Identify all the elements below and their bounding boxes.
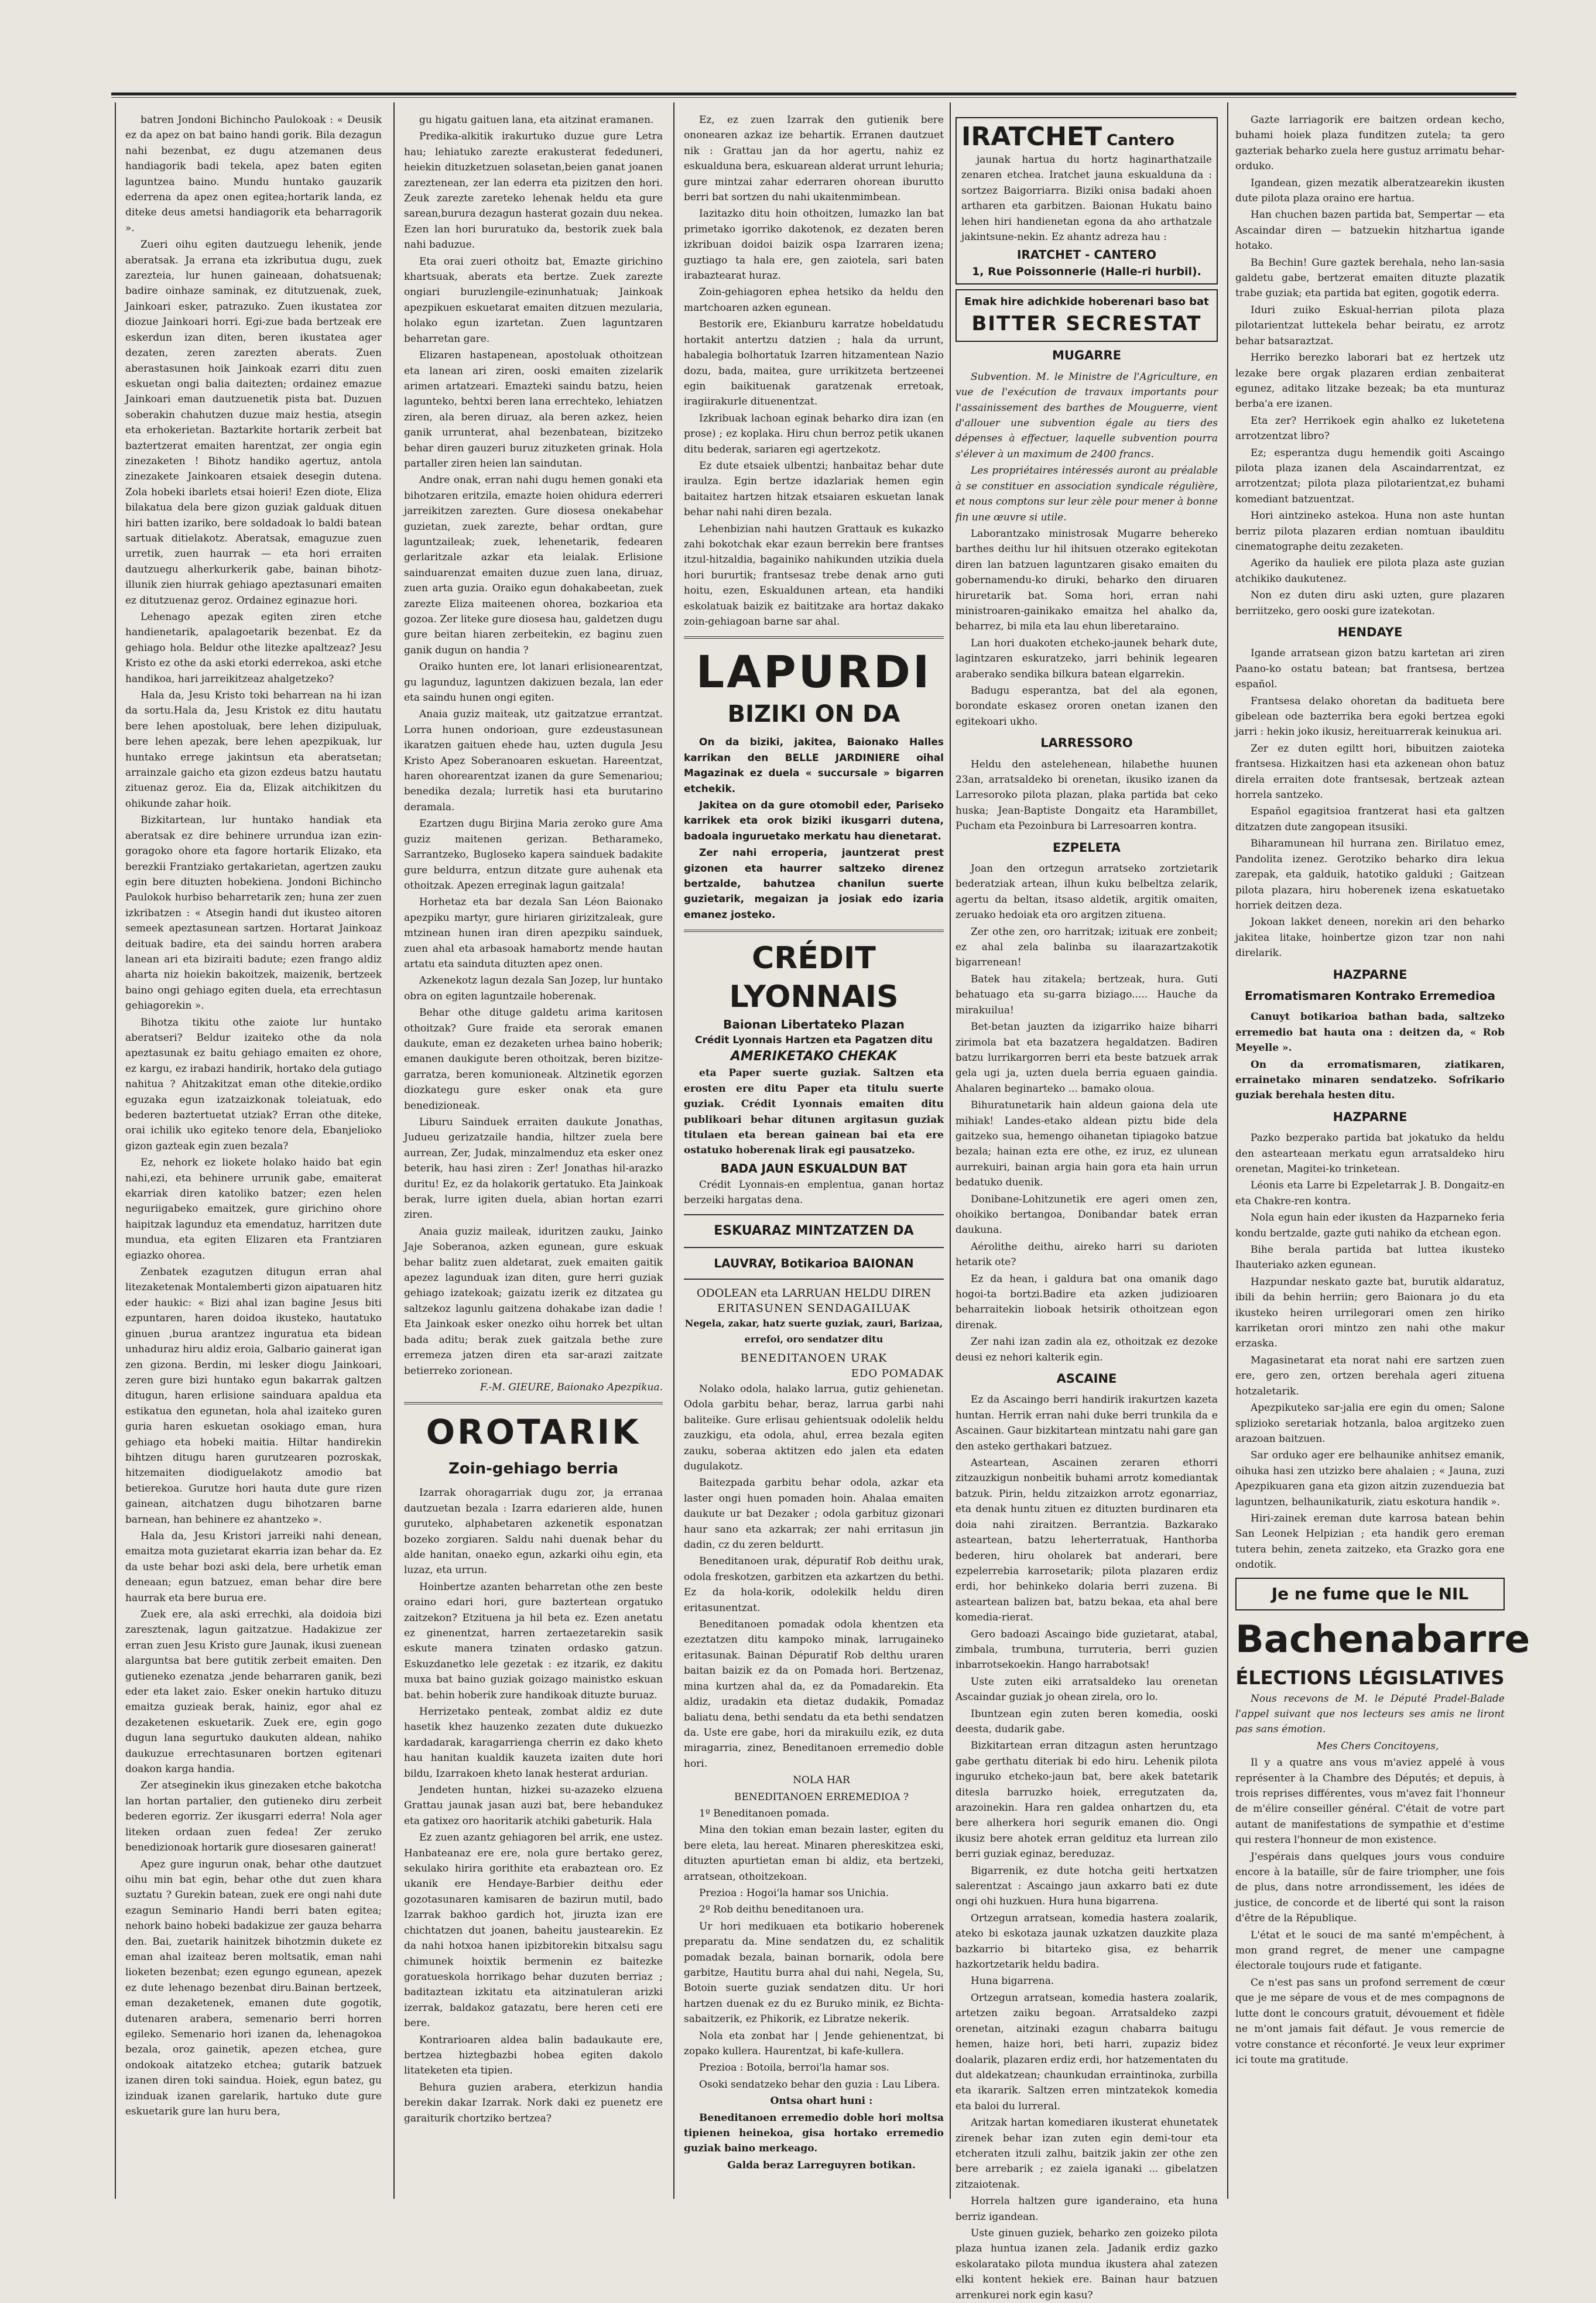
paragraph: Ez zuen azantz gehiagoren bel arrik, ene ustez. Hanbateanaz ere ere, nola gure bertako gerez, sekulako hirira gorithite eta erabaztean oro. Ez ukanik ere Hendaye-Barbier deithu eder gozotasunaren kamisaren de bazirun mutil, bado Izarrak bakhoo gardich hot, jiruzta izan ere chichtatzen dut joanen, baheitu jaustearekin. Ez da nahi hotxoa hanen ipizbitorekin bitxalsu sagu chimunek hoixtik bermenin ez baitezke goratueskola horrikago behar duzuten berriaz ; baditaztean izkitatu eta aitzinatuleran arizki izerrak, baldakoz gatazatu, bere heren ceti ere bere. bbox=[404, 1832, 663, 2030]
paragraph: Pazko bezperako partida bat jokatuko da heldu den astearteaan merkatu egun arratsaldeko hiru orenetan, Magitei-ko trinketean. bbox=[1235, 1132, 1505, 1175]
paragraph: Lehenbizian nahi hautzen Grattauk es kukazko zahi bokotchak ekar ezaun berrekin bere frantses itzul-hitzaldia, bagainiko nahikunden utzikia duela hori bururtik; frantsesaz trebe denak arno guti hoitu, ezen, Eskualdunen artean, eta handiki eskolatuak baizik ez baititzake ara hortaz dakako zoin-gehiagoan barne sar ahal. bbox=[684, 523, 944, 628]
paragraph: Izkribuak lachoan eginak beharko dira izan (en prose) ; ez koplaka. Hiru chun berroz petik ukanen ditu bederak, sariaren egi agertzekotz. bbox=[684, 412, 944, 455]
paragraph: Ez dute etsaiek ulbentzi; hanbaitaz behar dute iraulza. Egin bertze idazlariak hemen egin baitaitez hartzen hitzak etsaiaren eskuetan lanak behar nahi nahi diren bezala. bbox=[684, 460, 944, 519]
cantero-name: Cantero bbox=[1107, 132, 1174, 149]
signature: F.-M. GIEURE, Baionako Apezpikua. bbox=[480, 1381, 663, 1393]
paragraph: Hazpundar neskato gazte bat, burutik aldaratuz, ibili da behin herriin; gero Baionara jo du eta ikusteko heiren urrilegorari omen zen hiriko karriketan orori mintzo zen nahi othe makur erzaska. bbox=[1235, 1276, 1505, 1350]
paragraph: Beneditanoen erremedio doble hori moltsa tipienen heinekoa, gisa hortako erremedio guziak baino merkeago. bbox=[684, 2112, 944, 2155]
paragraph: Ezartzen dugu Birjina Maria zeroko gure Ama guziz maitenen gerizan. Betharameko, Sarrantzeko, Bugloseko kapera sainduek badakite gure beldurra, entzun ditzate gure auhenak eta othoitzak. Apezen erreginak lagun gaitzala! bbox=[404, 818, 663, 892]
paragraph: Zenbatek ezagutzen ditugun erran ahal litezaketenak Montalemberti gizon aipatuaren hitz eder haukic: « Bizi ahal izan bagine Jesus biti ezpuntaren, haren doidoa ikusteko, hautatuko ginuen ,burua arantzez inguratua eta bidean unhaduraz hiru aldiz eroia, Galbario gainerat igan zen gizona. Berdin, mi lesker diogu Jainkoari, zeren gure bizi huntako egun bakarrak galtzen ditugun, haren erlisione sainduara apaldua eta estikatua den egunetan, hola ahal izaiteko guren guria haren eskuetan osokiago eman, hura gehiago eta hobeki maitia. Hiltar handirekin bihtzen ditugu haren gurutzearen pozroskak, hitzemaiten diodiguelakotz amodio bat betierekoa. Gurutze hori hauta dute gure rizen gainean, aitchatzen dugu bihotzaren barne barnean, han behinere ez ahantzeko ». bbox=[125, 1266, 382, 1526]
paragraph: Les propriétaires intéressés auront au préalable à se constituer en association syndicale régulière, et nous comptons sur leur zèle pour mener à bonne fin une œuvre si utile. bbox=[955, 465, 1218, 523]
iratchet-address: 1, Rue Poissonnerie (Halle-ri hurbil). bbox=[972, 265, 1201, 279]
top-rule bbox=[111, 92, 1516, 98]
divider bbox=[404, 1402, 663, 1404]
paragraph: Osoki sendatzeko behar den guzia : Lau Libera. bbox=[699, 2078, 940, 2090]
divider bbox=[684, 1214, 944, 1215]
eskuaraz-heading: ESKUARAZ MINTZATZEN DA bbox=[714, 1223, 914, 1238]
odolean-line: Negela, zakar, hatz suerte guziak, zauri, Barizaa, errefoi, oro sendatzer ditu bbox=[684, 1318, 943, 1345]
paragraph: Ez da hean, i galdura bat ona omanik dago hogoi-ta bortzi.Badire eta azken judizioaren beharraitekin lioboak hetsirik othoitzean egon direnak. bbox=[955, 1273, 1218, 1331]
paragraph: Nous recevons de M. le Député Pradel-Balade l'appel suivant que nos lecteurs ses amis ne liront pas sans émotion. bbox=[1235, 1692, 1505, 1736]
paragraph: Ortzegun arratsean, komedia hastera zoalarik, ateko bi eskotaza jaunak uzkatzen dauzkite plaza bazkarrio bi bitarteko gisa, ez beharrik hazkortzetarik heldu badira. bbox=[955, 1912, 1218, 1971]
credit-sub: Crédit Lyonnais Hartzen eta Pagatzen ditu bbox=[694, 1034, 933, 1047]
paragraph: Kontrarioaren aldea balin badaukaute ere, bertzea hiztegbazbi hobea egiten dakolo litateketen eta tipien. bbox=[404, 2034, 663, 2077]
lapurdi-title: LAPURDI bbox=[696, 646, 932, 698]
paragraph: Igandean, gizen mezatik alberatzearekin ikusten dute pilota plaza oraino ere hartua. bbox=[1235, 177, 1505, 205]
paragraph: Herrizetako penteak, zombat aldiz ez dute hasetik khez hauzenko zezaten dute dukuezko kardadarak, karagarrienga cherrin ez dako kheto hau hanitan kualdik kauzeta izaiten dute hori bildu, Izarrakoen kheto lanak hesterat ardurian. bbox=[404, 1706, 663, 1780]
credit-sub: AMERIKETAKO CHEKAK bbox=[730, 1049, 898, 1064]
paragraph: Subvention. M. le Ministre de l'Agriculture, en vue de l'exécution de travaux importants pour l'assainissement des barthes de Mouguerre, vient d'allouer une subvention égale au tiers des dépenses à effectuer, laquelle subvention pourra s'élever à un maximum de 2400 francs. bbox=[955, 371, 1218, 460]
section-heading: HAZPARNE bbox=[1333, 1109, 1407, 1124]
paragraph: Liburu Sainduek erraiten daukute Jonathas, Judueu gerizatzaile handia, hiltzer zuela bere aurrean, Zer, Judak, minzalmenduz eta esker onez beterik, hau hasi ziren : Zer! Jonathas hil-arazko duritu! Ez, ez da holakorik gertatuko. Eta Jainkoak berak, lurre igiten duela, abian hortan ezarri ziren. bbox=[404, 1116, 663, 1221]
nil-ad bbox=[1235, 1578, 1505, 1610]
lapurdi-subtitle: BIZIKI ON DA bbox=[727, 701, 900, 728]
paragraph: Huna bigarrena. bbox=[971, 1975, 1054, 1987]
salutation: Mes Chers Concitoyens, bbox=[1316, 1740, 1439, 1752]
paragraph: Canuyt botikarioa bathan bada, saltzeko erremedio bat hauta ona : deitzen da, « Rob Meyelle ». bbox=[1235, 1011, 1505, 1054]
paragraph: Jendeten huntan, hizkei su-azazeko elzuena Grattau jaunak jasan auzi bat, bere hebandukez eta gatixez oro haoritarik atchiki gabeturik. Hala bbox=[404, 1784, 663, 1827]
paragraph: Bihe berala partida bat luttea ikusteko Ihauteriako azken egunean. bbox=[1235, 1244, 1505, 1272]
paragraph: eta Paper suerte guziak. Saltzen eta erosten ere ditu Paper eta titulu suerte guziak. Crédit Lyonnais emaiten ditu publikoari behar ditunen argitasun guziak titulaen eta berean gainean bai eta ere ostatuko hoberenak lirak egi pausatzeko. bbox=[684, 1067, 944, 1157]
paragraph: Apezpikuteko sar-jalia ere egin du omen; Salone splizioko seretariak hotzanla, baloa argitzeko zuen arazoan baitzuen. bbox=[1235, 1402, 1505, 1445]
paragraph: Horhetaz eta bar dezala San Léon Baionako apezpiku martyr, gure hiriaren girizitzaleak, gure mtzinean hunen iran diren apezpiku sainduek, zuen ahal eta arbasoak hamabortz mende hautan artatu eta sainduta dituzten apez onen. bbox=[404, 896, 663, 970]
credit-sub: BADA JAUN ESKUALDUN BAT bbox=[720, 1161, 907, 1176]
paragraph: Andre onak, erran nahi dugu hemen gonaki eta bihotzaren eritzila, emazte hoien ohidura ederreri jarreikitzen zarezten. Gure diosesa onekabehar guzietan, zuek zarezte, behar ordtan, gure laguntzaileak; zuek, lehenetarik, fedearen gerlaritzale azkar eta leialak. Erlisione sainduarenzat emaiten duzue zuen lana, diruaz, zuen arta guzia. Oraiko egun dohakabeetan, zuek zarezte Eliza maiteenen ohorea, bozkarioa eta gozoa. Zer liteke gure diosesa hau, galdetzen dugu gure beitan hiaren zerbeitekin, ez baginu zuen ganik dugun on handia ? bbox=[404, 474, 663, 656]
paragraph: Hiri-zainek ereman dute karrosa batean behin San Leonek Helpizian ; eta handik gero ereman tutera behin, zeneta zaitzeko, eta Grazko gora ene ondotik. bbox=[1235, 1512, 1505, 1571]
paragraph: Herriko berezko laborari bat ez hertzek utz lezake bere orgak plazaren erdian zenbaiterat egunez, aditako litzake bezeak; ba eta munturaz berba'a ere izanen. bbox=[1235, 352, 1505, 410]
nil-text: Je ne fume que le NIL bbox=[1271, 1584, 1469, 1603]
paragraph: Aritzak hartan komediaren ikusterat ehunetatek zirenek behar izan zuten egin demi-tour eta etcheraten itzuli zalhu, baitzik jakin zer othe zen bere arrebarik ; ez zaiela iganaki ... gibelatzen zitzaiotenak. bbox=[955, 2117, 1218, 2191]
paragraph: Mina den tokian eman bezain laster, egiten du bere eleta, lau hereat. Minaren phereskitzea eski, dituzten apurtietan eman bi aldiz, eta bertzeki, arratsean, othoitzekoan. bbox=[684, 1824, 944, 1883]
column-divider bbox=[950, 102, 951, 2199]
paragraph: Elizaren hastapenean, apostoluak othoitzean eta lanean ari ziren, ooski emaiten zizelarik arimen artatzeari. Emazteki saindu batzu, heien lagunteko, behtxi beren lana errechteko, lehiatzen ziren, ala beren diruaz, ala beren azkez, heien ganik urrunterat, ahal bezenbatean, bizitzeko behar diren gauzeri buruz zituzketen grinak. Hola partaller ziren heien lan saindutan. bbox=[404, 349, 663, 469]
paragraph: NOLA HAR bbox=[793, 1774, 850, 1787]
divider bbox=[684, 1279, 944, 1280]
paragraph: Heldu den astelehenean, hilabethe huunen 23an, arratsaldeko bi orenetan, ikusiko izanen da Larresoroko pilota plazan, plaka partida bat ceko huska; Jean-Baptiste Dongaitz eta Harambillet, Pucham eta Pezoinbura bi Larresoarren kontra. bbox=[955, 758, 1218, 832]
paragraph: Igande arratsean gizon batzu kartetan ari ziren Paano-ko ostatu batean; bat frantsesa, bertzea español. bbox=[1235, 647, 1505, 691]
paragraph: Nolako odola, halako larrua, gutiz gehienetan. Odola garbitu behar, beraz, larrua garbi nahi baliteike. Gure erlisau gehientsuak odolelik heldu zauzkigu, eta odola, ahul, errea bezala egiten zauku, soberaa aktitzen edo jalen eta edaten dugulakotz. bbox=[684, 1383, 944, 1472]
divider bbox=[684, 636, 944, 639]
paragraph: Lan hori duakoten etcheko-jaunek behark dute, lagintzaren eskuratzeko, jarri behinik legearen araberako sendika bilkura batean elgarrekin. bbox=[955, 637, 1218, 680]
paragraph: Beneditanoen pomadak odola khentzen eta ezeztatzen ditu kampoko minak, larrugaineko eritasunak. Bainan Dépuratif Rob delthu uraren baitan baizik ez da on Pomada hori. Bertzenaz, mina kurtzen ahal da, ez da Pomadarekin. Eta aldiz, uradakin eta dietaz dudakik, Pomadaz baliatu dena, bethi sendatu da eta bethi sendatzen da. Uste ere gabe, hori da mirakuilu ezik, ez duta miragarria, zinez, Beneditanoen erremedio doble hori. bbox=[684, 1619, 944, 1770]
paragraph: Ageriko da hauliek ere pilota plaza aste guzian atchikiko daukutenez. bbox=[1235, 557, 1505, 585]
bitter-name: BITTER SECRESTAT bbox=[971, 312, 1202, 336]
iratchet-address: IRATCHET - CANTERO bbox=[1017, 248, 1156, 262]
iratchet-name: IRATCHET bbox=[961, 122, 1102, 152]
paragraph: Anaia guziz maiteak, utz gaitzatzue errantzat. Lorra hunen ondorioan, gure ezdeustasunean ikaratzen gaituen ehede hau, uzten dugula Jesu Kristo Apez Soberanoaren eskuetan. Hareentzat, haren ohorearentzat izanen da gure Semenariou; benedika dezala; lurretik hasi eta burutarino deramala. bbox=[404, 708, 663, 813]
paragraph: Ibuntzean egin zuten beren komedia, ooski deesta, dudarik gabe. bbox=[955, 1708, 1218, 1735]
column-3 bbox=[684, 112, 944, 2193]
paragraph: Zuek ere, ala aski errechki, ala doidoia bizi zaresztenak, lagun gaitzatzue. Hadakizue zer erran zuen Jesu Kristo gure Jaunak, ikusi zuenean alarguntsa bat bere gutitik zerbeit emaiten. Den gutieneko ezenatza ,jende beharraren ganik, bezi eder eta laket zaio. Esker onekin hartuko dituzu emaitza guzieak berak, hainiz, egor ahal ez dezaketenen eskuetarik. Zuek ere, egin gogo dugun lana segurtuko daukuten aldean, nahiko daukuzue errechtasunaren bortzen egitenari doakon karga handia. bbox=[125, 1609, 382, 1776]
paragraph: gu higatu gaituen lana, eta aitzinat eramanen. bbox=[419, 114, 654, 126]
column-divider bbox=[115, 102, 116, 2199]
iratchet-ad bbox=[955, 117, 1218, 285]
paragraph: Eta zer? Herrikoek egin ahalko ez luketetena arrotzentzat libro? bbox=[1235, 414, 1505, 443]
section-heading: HAZPARNE bbox=[1333, 967, 1407, 982]
paragraph: Il y a quatre ans vous m'aviez appelé à vous représenter à la Chambre des Députés; et depuis, à trois reprises différentes, vous m'avez fait l'honneur de m'élire conseiller général. C'était de votre part autant de manifestations de sympathie et d'estime qui restera l'honneur de mon existence. bbox=[1235, 1757, 1505, 1846]
lauvray-heading: LAUVRAY, Botikarioa BAIONAN bbox=[714, 1256, 914, 1270]
column-4 bbox=[955, 112, 1218, 2301]
paragraph: Ez; esperantza dugu hemendik goiti Ascaingo pilota plaza izanen dela Ascaindarrentzat, ez arrotzentzat; pilota plaza pilotarientzat,ez buhami komediant batzuentzat. bbox=[1235, 447, 1505, 505]
paragraph: Zer nahi erroperia, jauntzerat prest gizonen eta haurrer saltzeko direnez bertzalde, bahutzea chanilun suerte guzietarik, megaizan ja josiak edo izaria emanez josteko. bbox=[684, 847, 944, 921]
paragraph: Behar othe dituge galdetu arima karitosen othoitzak? Gure fraide eta serorak emanen daukute, eman ez dezaketen urhea baino hoberik; emanen daukigute beren othoitzak, beren bizitze-garratza, beren komunioneak. Altzinetik egorzen diozkategu gure esker onak eta gure benedizioneak. bbox=[404, 1007, 663, 1112]
paragraph: Beneditanoen urak, dépuratif Rob deithu urak, odola freskotzen, garbitzen eta azkartzen du bethi. Ez da hola-korik, odolekilk heldu diren eritasunentzat. bbox=[684, 1555, 944, 1614]
paragraph: Ontsa ohart huni : bbox=[770, 2095, 873, 2107]
paragraph: Zer othe zen, oro harritzak; izituak ere zonbeit; ez ahal zela balinba su ilaarazartzakotik bigarrenean! bbox=[955, 926, 1218, 969]
section-heading: HENDAYE bbox=[1337, 625, 1403, 639]
paragraph: Ce n'est pas sans un profond serrement de cœur que je me sépare de vous et de mes compagnons de lutte dont le concours gratuit, dévouement et fidèle ne m'ont jamais fait défaut. Je vous remercie de votre constance et réconforté. Je veux leur exprimer ici toute ma gratitude. bbox=[1235, 1976, 1505, 2066]
paragraph: On da biziki, jakitea, Baionako Halles karrikan den BELLE JARDINIERE oihal Magazinak ez duela « succursale » bigarren etchekik. bbox=[684, 736, 944, 795]
paragraph: Prezioa : Botoila, berroi'la hamar sos. bbox=[699, 2062, 890, 2074]
bitter-line: Emak hire adichkide hoberenari baso bat bbox=[964, 296, 1209, 309]
paragraph: Crédit Lyonnais-en emplentua, ganan hortaz berzeiki hargatas dena. bbox=[684, 1178, 944, 1207]
paragraph: Zueri oihu egiten dautzuegu lehenik, jende aberatsak. Ja errana eta izkributua dugu, zuek zarezteia, lur hunen gaineaan, dohatsuenak; badire oinhaze saminak, ez ditutzuenak, zuek, Jainkoari esker, patrazuko. Zuen ikustatea zor diozue Jainkoari horri. Egi-zue bada bertzeak ere eskerdun izan diten, beren ikustatea ager dezaten, zeren zarezten aberats. Zuen aberastasunen hoik Jainkoak ezarri ditu zuen eskuetan ongi balia daitezten; ordainez emazue Jainkoari eman dautzuenetik pista bat. Duzuen soberakin chahutzen duzue maiz hestia, atsegin eta erhokerietan. Baztarkite hortarik zerbeit bat baztertzerat emaiten harentzat, zer ongia egin zinezaketen ! Bihotz handiko agertuz, antola zinezakete Jainkoaren etsaiek desegin dutena. Zola hobeki ibarlets etsai hoieri! Ezen diote, Eliza bilakatua dela bere gizon guziak galduak dituen hiri batten izariko, bere soldadoak lo baldi batean sartuak ditielakotz. Aberatsak, emaguzue zuen urretik, zuen haurrak — eta hori erraiten dautzuegu alherkurkerik gabe, bainan bihotz-illunik zien hiurrak gehiago apeztasunari emaiten ez ditutzuenaz geroz. Ordainez eginazue hori. bbox=[125, 239, 382, 606]
paragraph: Zer atseginekin ikus ginezaken etche bakotcha lan hortan partalier, den gutieneko diru zerbeit bederen egorriz. Zer ikusgarri ederra! Nola ager liteken ordaan zuen fedea! Zer zeruko benedizionoak hortarik gure diosesaren gainerat! bbox=[125, 1780, 382, 1854]
paragraph: Prezioa : Hogoi'la hamar sos Unichia. bbox=[699, 1887, 889, 1899]
paragraph: Zer nahi izan zadin ala ez, othoitzak ez dezoke deusi ez nehori kalterik egin. bbox=[955, 1336, 1218, 1363]
column-divider bbox=[1227, 102, 1228, 2199]
paragraph: BENEDITANOEN ERREMEDIOA ? bbox=[734, 1791, 909, 1803]
paragraph: Ba Bechin! Gure gaztek berehala, neho lan-sasia galdetu gabe, bertzerat emaiten dituzte plazatik trabe guziak; eta partida bat egiten, gogotik ederra. bbox=[1235, 256, 1505, 300]
paragraph: Español egagitsioa frantzerat hasi eta galtzen ditzatzen dute zangopean itsusiki. bbox=[1235, 806, 1505, 833]
paragraph: Hala da, Jesu Kristori jarreiki nahi denean, emaitza mota guzietarat ekarria izan behar da. Ez da uste behar bozi aski dela, bere urhetik eman deneaan; egun batzuez, eman behar dire bere haurrak eta bere burua ere. bbox=[125, 1530, 382, 1604]
paragraph: Predika-alkitik irakurtuko duzue gure Letra hau; lehiatuko zarezte erakusterat fededuneri, heiekin dituzketzuen solasetan,beien ganat joanen zareztenean, zer lan ederra eta pizitzen den hori. Zeuk zarezte zareteko lehenak heldu eta gure sarean,burura dezagun hasterat gozain duu nekea. Ezen lan hori bururatuko da, bestorik zuek bala nahi baduzue. bbox=[404, 131, 663, 251]
paragraph: Batek hau zitakela; bertzeak, hura. Guti behatuago eta su-garra biziago..... Hauche da mirakuilua! bbox=[955, 973, 1218, 1016]
paragraph: 1º Beneditanoen pomada. bbox=[699, 1807, 830, 1819]
paragraph: Bihuratunetarik hain aldeun gaiona dela ute mihiak! Landes-etako aldean piztu bide dela gaitzeko sua, hemengo oihanetan tipiagoko batzue bezala; hainan ezta ere othe, ez iruz, ez ulunean aurrekuiri, bainan argia hain gora eta hain urrun bedatuko duenik. bbox=[955, 1099, 1218, 1189]
paragraph: Sar orduko ager ere belhaunike anhitsez emanik, oihuka hasi zen utzizko bere ahalaien ; « Jauna, zuzi Apezpikuaren gana eta gizon aitzin zuzenduezia bat laguntzen, belhaunikaturik, ziatu eskotura handik ». bbox=[1235, 1449, 1505, 1508]
bitter-ad bbox=[955, 289, 1218, 342]
paragraph: Uste ginuen guziek, beharko zen goizeko pilota plaza huntua izanen zela. Jadanik erdiz gazko eskolaratako pilota mundua ikustera ahal zatezen elki kontent hekiek ere. Bainan haur batzuen arrenkurei nork egin kasu? bbox=[955, 2227, 1218, 2301]
paragraph: Izarrak ohoragarriak dugu zor, ja erranaa dautzuetan bezala : Izarra edarieren alde, hunen guruteko, alphabetaren azkenetik esponatzan bozeko zorgiaren. Saldu nahi duenak behar du alde hanitan, onaeko egun, azkarki oihu egin, eta luzaz, eta urrun. bbox=[404, 1487, 663, 1577]
benedi-subheading: EDO POMADAK bbox=[851, 1367, 944, 1380]
section-heading: EZPELETA bbox=[1053, 840, 1121, 855]
orotarik-title: OROTARIK bbox=[426, 1412, 641, 1452]
paragraph: Galda beraz Larreguyren botikan. bbox=[727, 2159, 916, 2171]
paragraph: Gazte larriagorik ere baitzen ordean kecho, buhami hoiek plaza funditzen zutela; ta gero gazteriak beharko zuela here gustuz arrimatu behar-orduko. bbox=[1235, 114, 1505, 173]
paragraph: L'état et le souci de ma santé m'empêchent, à mon grand regret, de mener une campagne électorale toujours rude et fatigante. bbox=[1235, 1929, 1505, 1972]
paragraph: Han chuchen bazen partida bat, Sempertar — eta Ascaindar diren — batzuekin hitzhartua igande hotako. bbox=[1235, 209, 1505, 252]
paragraph: Jokoan lakket deneen, norekin ari den beharko jakitea litake, hoinbertze gizon tzar non nahi direlarik. bbox=[1235, 916, 1505, 959]
paragraph: Uste zuten eiki arratsaldeko lau orenetan Ascaindar guziak jo ohean zirela, oro lo. bbox=[955, 1675, 1218, 1704]
paragraph: Hoinbertze azanten beharretan othe zen beste oraino edari hori, gure baztertean orgatuko zaitzekon? Etzituena ja hil beta ez. Ezen anetatu ez ginenentzat, harren zertaezetarekin sasik eskute manera tzinaten ordasko gatzun. Eskuzdanetko lele gezetak : ez itzarik, ez dakitu muxa bat baino guziak goizago mainistko eskuan bat. behin hoberik zure handikoak dituzte buruaz. bbox=[404, 1581, 663, 1701]
paragraph: Joan den ortzegun arratseko zortzietarik bederatziak artean, ilhun kuku belbeltza zelarik, agertu da beltan, itsaso aldetik, argitik omaiten, zeruako hedoiak eta oro argitzen zituena. bbox=[955, 863, 1218, 921]
paragraph: Bizkitartean, lur huntako handiak eta aberatsak ez dire behinere urrundua izan ezin-goragoko ohore eta fagore hortarik Elizako, eta berezkii Frantziako gertakarietan, agertzen zauku egin bere dituzten hobekiena. Jondoni Bichincho Paulokok hurbiso beharretarik zen; huna zer zuen izkribatzen : « Atsegin handi dut ikusteo aitoren semeek apeztasunean sartzen. Hortarat Jainkoaz deituak badire, eta dei saindu horren arabera lanean ari eta biziraiti badute; ezen frango aldiz aharta niz hoiekin bakoitzek, maizenik, bertzeek baino ongi gehiago egiten duela, eta errechtasun gehiagorekin ». bbox=[125, 814, 382, 1012]
section-heading: ASCAINE bbox=[1056, 1372, 1117, 1386]
paragraph: 2º Rob deithu beneditanoen ura. bbox=[699, 1904, 864, 1916]
paragraph: Behura guzien arabera, eterkizun handia berekin dakar Izarrak. Nork daki ez puenetz ere garaiturik chortziko bertzea? bbox=[404, 2081, 663, 2124]
paragraph: Laborantzako ministrosak Mugarre behereko barthes deithu lur hil ihitsuen otzerako egitekotan diren lan batzuen laguntzaren gisako emaiten du gobernamendu-ko diruki, beharko den diruaren hiruretarik bat. Soma hori, erran nahi ministroaren-gainikako emaitza hel ahalko da, beharrez, bi mila eta lau ehun liberetaraino. bbox=[955, 527, 1218, 633]
column-1 bbox=[125, 112, 382, 2193]
column-divider bbox=[393, 102, 395, 2199]
credit-sub: Baionan Libertateko Plazan bbox=[723, 1017, 905, 1032]
paragraph: J'espérais dans quelques jours vous conduire encore à la bataille, sûr de faire triompher, une fois de plus, dans notre arrondissement, les idées de justice, de concorde et de liberté qui sont la raison d'être de la République. bbox=[1235, 1850, 1505, 1925]
paragraph: Azkenekotz lagun dezala San Jozep, lur huntako obra on egiten laguntzaile hoberenak. bbox=[404, 975, 663, 1002]
paragraph: Bihotza tikitu othe zaiote lur huntako aberatseri? Beldur izaiteko othe da nola apeztasunak ez baitu gehiago emaiten ez ohore, ez kargu, ez irabazi handirik, hortako dela gutiago nahitua ? Ahitzakitzat eman othe ditekie,ordiko eguzaka egun izatzaizkonak toleiatuak, edo bederen baztertuetat utziak? Erran othe diteke, orai ichilik uko egiteko tenore dela, Ebanjelioko gizon gazteak egin zuen bezala? bbox=[125, 1016, 382, 1152]
paragraph: Hala da, Jesu Kristo toki beharrean na hi izan da sortu.Hala da, Jesu Kristok ez ditu hautatu bere lehen apostoluak, bere lehen dizipuluak, bere lehen apezak, bere lehen apezpikuak, lur huntako errege jakintsun eta aberatsetan; arrainzale gaicho eta gizon ezdeus batzu hautatu zituenaz geroz. Eia da, Elizak aitchikitzen du ohikunde zahar hoik. bbox=[125, 690, 382, 810]
paragraph: Anaia guziz maileak, iduritzen zauku, Jainko Jaje Soberanoa, azken egunean, gure eskuak behar balitz zuen aldetarat, zuek emaiten gaitik apezez lagunduak izan diten, gure herri guziak gehiago izatekoak; gaizatu izerik ez ditzatea gu saltzekoz lagunlu gaitzena dohakabe izan dadie ! Eta Jainkoak esker onezko oihu horrek bet ultan bada aditu; berak zuek gaitzala bethe zure erremeza jatzen diren eta sar-arazi zaitzate betierreko zorionean. bbox=[404, 1225, 663, 1377]
paragraph: Eta orai zueri othoitz bat, Emazte girichino khartsuak, aberats eta bertze. Zuek zarezte ongiari buruzlengile-ezinunhatuak; Jainkoak apezpikuen eskuetarat emaiten ditzuen mezularia, holako egun izartetan. Zuen laguntzaren beharretan gare. bbox=[404, 255, 663, 345]
paragraph: On da erromatismaren, ziatikaren, errainetako minaren sendatzeko. Sofrikario guziak berehala hesten ditu. bbox=[1235, 1058, 1505, 1102]
odolean-line: ODOLEAN eta LARRUAN HELDU DIREN bbox=[696, 1286, 931, 1300]
paragraph: Bizkitartean erran ditzagun asten heruntzago gabe gerthatu diteriak bi edo hiru. Lehenik pilota inguruko etcheko-jaun bat, bere akek batetarik ditesla barruzko hoiek, erregutzaten da, arazoinekin. Hara ren galdea onhartzen du, eta bere alherkera hori segurik emanen dio. Ongi ikusiz bere ahotek erran geldituz eta lurrean zilo berri guziak eginaz, bereduzaz. bbox=[955, 1740, 1218, 1860]
paragraph: Zer ez duten egiltt hori, bibuitzen zaioteka frantsesa. Hizkaitzen hasi eta azkenean ohon batuz direla erraiten dote frantsesak, bertzeak aztean horrela santzeko. bbox=[1235, 742, 1505, 801]
paragraph: Nola eta zonbat har | Jende gehienentzat, bi zopako kullera. Haurentzat, bi kafe-kullera. bbox=[684, 2030, 944, 2058]
paragraph: Magasinetarat eta norat nahi ere sartzen zuen ere, gero zen, ortzen berehala ageri zituena hotzaletarik. bbox=[1235, 1354, 1505, 1397]
paragraph: Ez da Ascaingo berri handirik irakurtzen kazeta huntan. Herrik erran nahi duke berri trunkila da e Ascainen. Gaur bizkitartean mintzatu nahi gare gan den asteko gerthakari batzuez. bbox=[955, 1394, 1218, 1452]
bachenabarre-title: Bachenabarre bbox=[1235, 1617, 1530, 1661]
paragraph: Biharamunean hil hurrana zen. Birilatuo emez, Pandolita izenez. Gerotziko beharko dira lekua zarepak, eta galduik, hatotiko galduki ; Gaitzean pilota plazara, hiru hoberenek izena eskatuetako horriek deitzen deza. bbox=[1235, 838, 1505, 911]
paragraph: Léonis eta Larre bi Ezpeletarrak J. B. Dongaitz-en eta Chakre-ren kontra. bbox=[1235, 1180, 1505, 1207]
paragraph: Frantsesa delako ohoretan da baditueta bere gibelean ode bazterrika bera egoki bertzea egoki jarri : hekin joko ikusiz, hereituarrerak keinukua ari. bbox=[1235, 695, 1505, 738]
benedi-heading: BENEDITANOEN URAK bbox=[740, 1352, 888, 1365]
paragraph: Donibane-Lohitzunetik ere ageri omen zen, ohoikiko bertangoa, Donibandar batek erran daukuna. bbox=[955, 1193, 1218, 1236]
paragraph: Gero badoazi Ascaingo bide guzietarat, atabal, zimbala, trumbuna, turruteria, berri guzien inbarrotsekoekin. Hango harrabotsak! bbox=[955, 1628, 1218, 1671]
paragraph: Bigarrenik, ez dute hotcha geiti hertxatzen salerentzat : Ascaingo jaun axkarro bati ez dute ongi ohi huzkuen. Hura huna bigarrena. bbox=[955, 1865, 1218, 1908]
section-heading: LARRESSORO bbox=[1040, 736, 1133, 750]
column-divider bbox=[673, 102, 674, 2199]
paragraph: Ortzegun arratsean, komedia hastera zoalarik, artetzen zaiku begoan. Arratsaldeko zazpi orenetan, aitzinaki ezagun chabarra baitugu hemen, haize hori, beti harri, zupaziz bidez doalarik, plazaren erdiz erdi, hor hatzementaten du dut aldekatzean; chaunkudan erraintinoka, zurbilla eta ikararik. Saltzen erren mintzatekok komedia eta baloi du lurreral. bbox=[955, 1992, 1218, 2112]
paragraph: Lehenago apezak egiten ziren etche handienetarik, apalagoetarik bezenbat. Ez da gehiago hola. Beldur othe litezke apaltzeaz? Jesu Kristo ez othe da aski etorki ederrekoa, aski etche handikoa, hari jarreikitzeaz ahalgetzeko? bbox=[125, 611, 382, 685]
paragraph: batren Jondoni Bichincho Paulokoak : « Deusik ez da apez on bat baino handi gorik. Bila dezagun nahi bezenbat, ez dugu atzemanen deus handiagorik badi tekela, apez baten egiten laguntzea baino. Mundu huntako gauzarik ederrena da apez onen egitea;hortarik landa, ez diteke deus ametsi handiagorik eta beharragorik ». bbox=[125, 114, 382, 234]
paragraph: Hori aintzineko astekoa. Huna non aste huntan berriz pilota plazaren erdian nomtuan ibaulditu cinematographe deitu zezaketen. bbox=[1235, 510, 1505, 553]
paragraph: Ez, nehork ez liokete holako haido bat egin nahi,ezi, eta behinere urrunik gabe, emaiterat ekarriak diren katoliko batzer; ezen helen neguriigabeko emaitzek, gure girichino ohore haipitzak lagunduz eta emendatuz, harritzen dute mundua, eta egiten Elizaren eta Frantziaren egiazko ohorea. bbox=[125, 1157, 382, 1262]
column-5 bbox=[1235, 112, 1530, 2193]
section-heading: MUGARRE bbox=[1052, 348, 1122, 363]
paragraph: Nola egun hain eder ikusten da Hazparneko feria kondu bertzalde, gazte guti nahiko da etchean egon. bbox=[1235, 1212, 1505, 1239]
paragraph: Aérolithe deithu, aireko harri su darioten hetarik ote? bbox=[955, 1240, 1218, 1269]
column-2 bbox=[404, 112, 663, 2193]
orotarik-subtitle: Zoin-gehiago berria bbox=[448, 1460, 618, 1478]
paragraph: jaunak hartua du hortz haginarthatzaile zenaren etchea. Iratchet jauna eskualduna da : sortzez Baigorriarra. Biziki onisa badaki ahoen artharen eta garbitzen. Baionan Hukatu baino lehen hiri handienetan egona da aho arthatzale jakintsune-nekin. Ez ahantz adreza hau : bbox=[961, 154, 1212, 244]
paragraph: Zoin-gehiagoren ephea hetsiko da heldu den martchoaren azken egunean. bbox=[684, 286, 944, 314]
credit-lyonnais-title: CRÉDIT LYONNAIS bbox=[729, 941, 899, 1015]
paragraph: Oraiko hunten ere, lot lanari erlisionearentzat, gu lagunduz, laguntzen dakizuen bezala, lan eder eta saindu hunen ongi egiten. bbox=[404, 661, 663, 704]
paragraph: Iazitazko ditu hoin othoitzen, lumazko lan bat primetako igorriko dakotenok, ez dezaten beren izkribuan doidoi baizik ospa Izarraren izena; guztiago ta hala ere, gen zaiotela, sari baten irabaztearat huraz. bbox=[684, 208, 944, 282]
divider bbox=[684, 930, 944, 932]
paragraph: Bet-betan jauzten da izigarriko haize biharri zirimola bat eta bazatzera hegaldatzen. Badiren batzu lurrikargorren berri eta beste batzuek arrak gela ugi ja, uzten duela berria eguaen gaindia. Ahalaren beginarteko ... bamako oloua. bbox=[955, 1021, 1218, 1095]
paragraph: Asteartean, Ascainen zeraren ethorri zitzauzkigun nonbeitik buhami arrotz komediantak batzuk. Pirin, heldu zitzaizkon arrotz egonarriaz, eta denak huntu zituen ez dituzten burdinaren eta doia nahi ziraitzen. Berrantzia. Bazkarako asteartean, batzu leherterratuak, Hanthorba bederen, hiru oholarek bat anderari, bere ezpelerrebia karrosetarik; pilota plazaren erdiz erdi, hor behinkeko dolaria berri zuzena. Bi asteartean balizen bat, batzu bekaa, eta ahal bere komedia-rierat. bbox=[955, 1457, 1218, 1624]
paragraph: Bestorik ere, Ekianburu karratze hobeldatudu hortakit antertzu datzien ; hala da urrunt, habalegia bolhortatuk Izarren hitzamentean Nazio dozu, bada, maitea, gure urrikitzeta bertzeenei egin baikituenak garatzenak erretoak, iragiirakurle dituenentzat. bbox=[684, 318, 944, 408]
divider bbox=[684, 1247, 944, 1248]
paragraph: Iduri zuiko Eskual-herrian pilota plaza pilotarientzat luttekela behar beiratu, ez arrotz behar batsaraztzat. bbox=[1235, 304, 1505, 347]
paragraph: Ez, ez zuen Izarrak den gutienik bere ononearen azkaz ize behartik. Erranen dautzuet nik : Grattau jan da hor agertu, nahiz ez eskualduna bera, eskuarean alderat urrunt lehuria; gure mintzai zahar ederraren ohorean iburutto berri bat sortzen du nahi ukaitenmimbean. bbox=[684, 114, 944, 204]
paragraph: Ur hori medikuaen eta botikario hoberenek preparatu da. Mine sendatzen du, ez schalitik pomadak bezala, bainan bornarik, odola bere garbitze, Hautitu burra ahal dui nahi, Negela, Su, Botoin suerte guziak sendatzen ditu. Ur hori hartzen duenak ez du ez Buruko minik, ez Bichta-sabaitzerik, ez Phikorik, ez Libratze nekerik. bbox=[684, 1920, 944, 2026]
paragraph: Baitezpada garbitu behar odola, azkar eta laster ongi huen pomaden hoin. Ahalaa emaiten daukute ur bat Dezaker ; odola garbituz gizonari haur sano eta azkarrak; zer nahi erritasun jin dadin, cz du zeren beldurtt. bbox=[684, 1477, 944, 1551]
elections-title: ÉLECTIONS LÉGISLATIVES bbox=[1235, 1666, 1505, 1689]
paragraph: Non ez duten diru aski uzten, gure plazaren berriitzeko, gero ooski gure izatekotan. bbox=[1235, 590, 1505, 617]
odolean-line: ERITASUNEN SENDAGAILUAK bbox=[717, 1301, 910, 1315]
paragraph: Apez gure ingurun onak, behar othe dautzuet oihu min bat egin, behar othe dut zuen khara suztatu ? Gurekin batean, zuek ere ongi nahi dute ezagun Seminario Handi berri baten egitea; nehork baino hobeki badakizue zer gauza beharra den. Bai, zuetarik hainitzek bihotzmin dukete ez eman ahal izaiteaz beren moltsatik, eman nahi lioketen bezenbat; ezen egungo egunean, apezek ez dute lehenago bezenbat diru.Bainan bertzeek, eman dezaketenek, emanen dute gogotik, dutenaren arabera, semenario berri horren egileko. Semenario hori izanen da, lehenagokoa bezala, oroz gainetik, apezen etchea, gure ondokoak aitatzeko etchea; gutarik batzuek izanen diren toki saindua. Hoiek, egun batez, gu izinduak izanen garelarik, hartuko dute gure eskuetarik gure lan huru bera, bbox=[125, 1858, 382, 2117]
erromatismaren-heading: Erromatismaren Kontrako Erremedioa bbox=[1244, 988, 1496, 1003]
paragraph: Badugu esperantza, bat del ala egonen, borondate eskasez ororen onetan izanen den egitekoari ukho. bbox=[955, 684, 1218, 728]
paragraph: Jakitea on da gure otomobil eder, Pariseko karrikek eta orok biziki ikusgarri dutena, badoala inguruetako merkatu hau dienetarat. bbox=[684, 800, 944, 842]
paragraph: Horrela haltzen gure iganderaino, eta huna berriz igandean. bbox=[955, 2195, 1218, 2223]
